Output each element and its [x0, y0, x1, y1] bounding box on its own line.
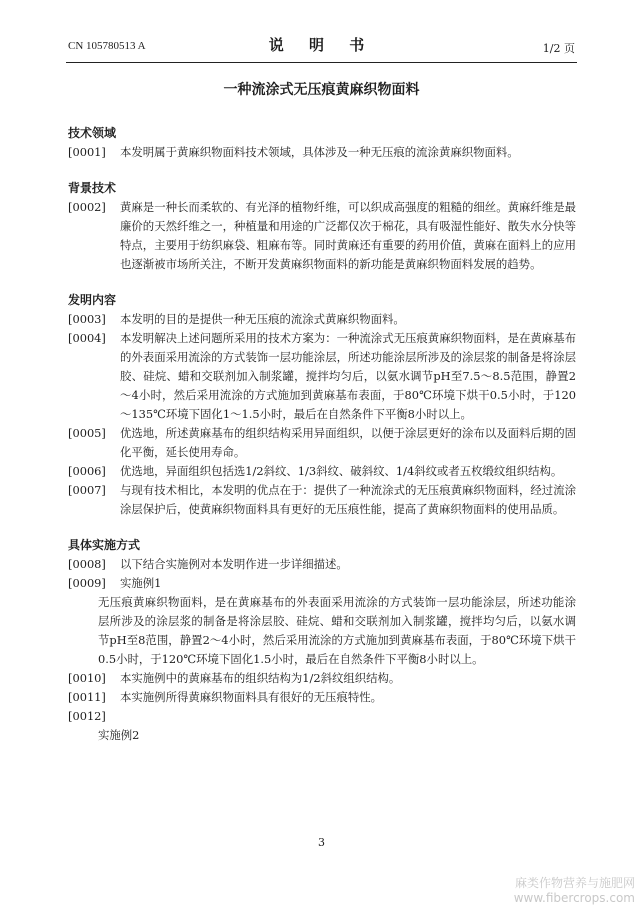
header-divider — [66, 62, 577, 63]
paragraph-0012 — [68, 707, 576, 726]
paragraph-number: [0011] — [68, 690, 106, 704]
paragraph-number: [0007] — [68, 483, 106, 497]
paragraph-0004 — [68, 329, 576, 424]
paragraph-number: [0005] — [68, 426, 106, 440]
paragraph-text: 本实施例所得黄麻织物面料具有很好的无压痕特性。 — [120, 690, 382, 704]
paragraph-0011 — [68, 688, 576, 707]
paragraph-0005 — [68, 424, 576, 462]
paragraph-text — [120, 707, 576, 726]
patent-number: CN 105780513 A — [68, 40, 146, 52]
paragraph-0002 — [68, 198, 576, 274]
page-indicator: 1/2 页 — [542, 42, 575, 55]
watermark-line-1: 麻类作物营养与施肥网 — [514, 876, 635, 890]
page-number: 3 — [318, 836, 325, 849]
section-heading-background: 背景技术 — [68, 181, 117, 195]
paragraph-number: [0001] — [68, 145, 106, 159]
paragraph-number: [0004] — [68, 331, 106, 345]
watermark-line-2: www.fibercrops.com — [513, 891, 635, 905]
paragraph-text: 与现有技术相比，本发明的优点在于：提供了一种流涂式的无压痕黄麻织物面料，经过流涂涂层保护后，使黄麻织物面料具有更好的无压痕性能，提高了黄麻织物面料的使用品质。 — [120, 483, 576, 516]
paragraph-number: [0003] — [68, 312, 106, 326]
paragraph-0008 — [68, 555, 576, 574]
document-title: 一种流涂式无压痕黄麻织物面料 — [223, 82, 420, 98]
document-type: 说 明 书 — [268, 36, 375, 54]
section-heading-invention: 发明内容 — [68, 293, 117, 307]
paragraph-0010 — [68, 669, 576, 688]
paragraph-number: [0009] — [68, 576, 106, 590]
paragraph-text: 以下结合实施例对本发明作进一步详细描述。 — [120, 557, 348, 571]
paragraph-number: [0010] — [68, 671, 106, 685]
paragraph-text: 本发明解决上述问题所采用的技术方案为：一种流涂式无压痕黄麻织物面料，是在黄麻基布的外表面采用流涂的方式装饰一层功能涂层，所述功能涂层所涉及的涂层浆的制备是将涂层胶、硅烷、蜡和交联剂加入制浆罐，搅拌均匀后，以氨水调节pH至7.5～8.5范围，静置2～4小时，然后采用流涂的方式施加到黄麻基布表面，于80℃环境下烘干0.5小时，于120～135℃环境下固化1～1.5小时，最后在自然条件下平衡8小时以上。 — [120, 331, 576, 421]
paragraph-text: 优选地，异面组织包括选1/2斜纹、1/3斜纹、破斜纹、1/4斜纹或者五枚缎纹组织结构。 — [120, 464, 563, 478]
paragraph-0006 — [68, 462, 576, 481]
document-body — [68, 118, 576, 745]
paragraph-text: 黄麻是一种长而柔软的、有光泽的植物纤维，可以织成高强度的粗糙的细丝。黄麻纤维是最廉价的天然纤维之一，种植量和用途的广泛都仅次于棉花，具有吸湿性能好、散失水分快等特点，主要用于纺织麻袋、粗麻布等。同时黄麻还有重要的药用价值，黄麻在面料上的应用也逐渐被市场所关注，不断开发黄麻织物面料的新功能是黄麻织物面料发展的趋势。 — [120, 200, 576, 271]
paragraph-0003 — [68, 310, 576, 329]
paragraph-0012-body: 实施例2 — [98, 728, 140, 742]
paragraph-0009 — [68, 574, 576, 593]
paragraph-number: [0012] — [68, 709, 106, 723]
paragraph-0007 — [68, 481, 576, 519]
paragraph-text: 优选地，所述黄麻基布的组织结构采用异面组织，以便于涂层更好的涂布以及面料后期的固化平衡，延长使用寿命。 — [120, 426, 576, 459]
watermark — [514, 876, 635, 906]
paragraph-0009-body: 无压痕黄麻织物面料，是在黄麻基布的外表面采用流涂的方式装饰一层功能涂层，所述功能涂层所涉及的涂层浆的制备是将涂层胶、硅烷、蜡和交联剂加入制浆罐，搅拌均匀后，以氨水调节pH至8范围，静置2～4小时，然后采用流涂的方式施加到黄麻基布表面，于80℃环境下烘干0.5小时，于120℃环境下固化1.5小时，最后在自然条件下平衡8小时以上。 — [98, 595, 576, 666]
paragraph-0001 — [68, 143, 576, 162]
paragraph-text: 本发明的目的是提供一种无压痕的流涂式黄麻织物面料。 — [120, 312, 405, 326]
paragraph-text: 实施例1 — [120, 576, 162, 590]
section-heading-field: 技术领域 — [68, 126, 117, 140]
paragraph-text: 本发明属于黄麻织物面料技术领域，具体涉及一种无压痕的流涂黄麻织物面料。 — [120, 145, 519, 159]
paragraph-number: [0008] — [68, 557, 106, 571]
section-heading-embodiment: 具体实施方式 — [68, 538, 141, 552]
paragraph-text: 本实施例中的黄麻基布的组织结构为1/2斜纹组织结构。 — [120, 671, 401, 685]
paragraph-number: [0002] — [68, 200, 106, 214]
paragraph-number: [0006] — [68, 464, 106, 478]
